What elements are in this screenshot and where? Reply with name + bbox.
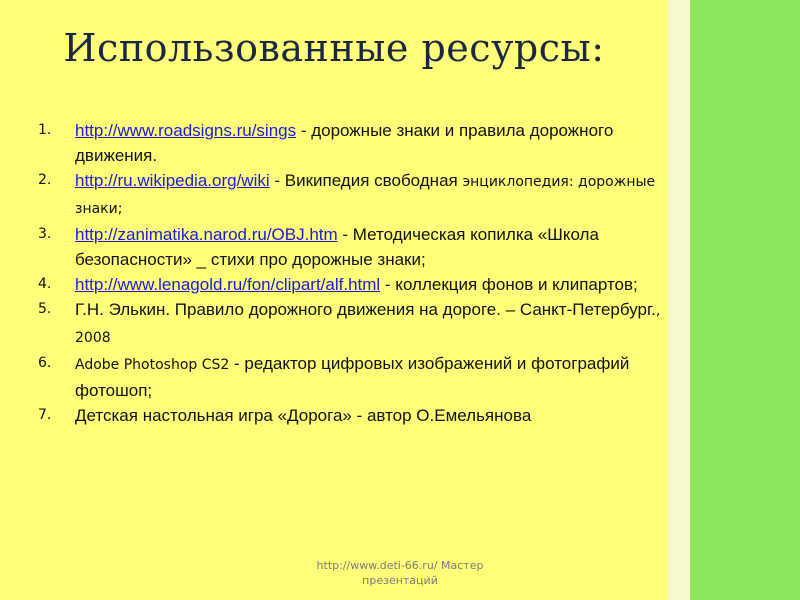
item-text-secondary: - редактор цифровых изображений и фотографий фотошоп;	[75, 354, 630, 400]
item-text: - Википедия свободная	[269, 171, 463, 190]
list-item	[38, 168, 662, 222]
item-number: 5.	[38, 301, 52, 317]
item-text: Г.Н. Элькин. Правило дорожного движения на дороге. – Санкт-Петербург.	[75, 300, 656, 319]
decorative-stripe-green	[690, 0, 800, 600]
item-number: 6.	[38, 355, 52, 371]
item-text: Детская настольная игра «Дорога» - автор О.Емельянова	[75, 406, 532, 425]
resource-link[interactable]: http://www.lenagold.ru/fon/clipart/alf.html	[75, 275, 381, 294]
item-number: 7.	[38, 407, 52, 423]
item-text: Adobe Photoshop CS2	[75, 357, 230, 373]
list-item	[38, 222, 662, 272]
item-text: - Методическая копилка «Школа безопасности» _ стихи про дорожные знаки;	[75, 225, 599, 269]
resource-link[interactable]: http://www.roadsigns.ru/sings	[75, 121, 297, 140]
resource-link[interactable]: http://ru.wikipedia.org/wiki	[75, 171, 270, 190]
slide-title: Использованные ресурсы:	[63, 26, 605, 70]
item-number: 1.	[38, 122, 52, 138]
item-text-secondary: , 2008	[75, 303, 661, 346]
item-number: 2.	[38, 172, 52, 188]
item-text-secondary: энциклопедия: дорожные знаки;	[75, 174, 656, 217]
item-text: - дорожные знаки и правила дорожного движения.	[75, 121, 614, 165]
resources-list	[38, 118, 662, 428]
item-text: - коллекция фонов и клипартов;	[380, 275, 638, 294]
footer-source: http://www.deti-66.ru/ Мастер презентаций	[316, 559, 484, 587]
resource-link[interactable]: http://zanimatika.narod.ru/OBJ.htm	[75, 225, 338, 244]
list-item	[38, 118, 662, 168]
item-number: 4.	[38, 276, 52, 292]
list-item	[38, 272, 662, 297]
list-item	[38, 403, 662, 428]
item-number: 3.	[38, 226, 52, 242]
list-item	[38, 351, 662, 403]
decorative-stripe-pale	[668, 0, 690, 600]
list-item	[38, 297, 662, 351]
